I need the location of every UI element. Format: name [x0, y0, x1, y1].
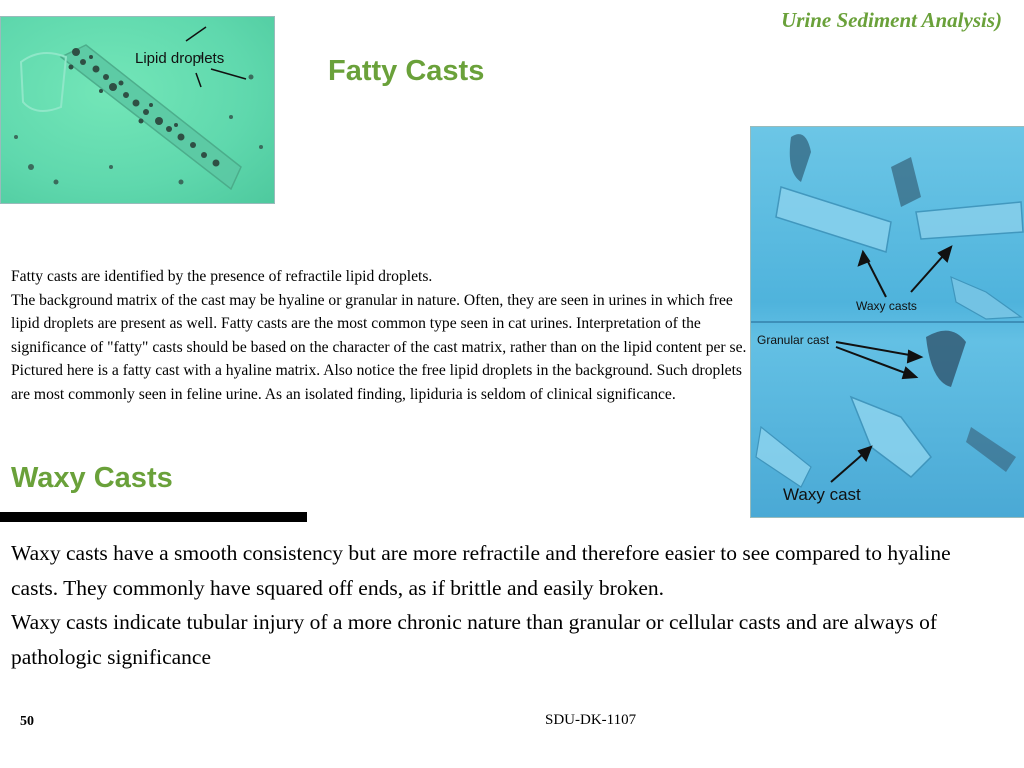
granular-cast-label: Granular cast: [757, 333, 830, 347]
waxy-casts-top-label: Waxy casts: [856, 299, 917, 313]
lipid-droplets-label: Lipid droplets: [135, 50, 225, 67]
lipid-droplets-image: [0, 16, 275, 204]
fatty-casts-heading: Fatty Casts: [328, 55, 485, 87]
header-title: Urine Sediment Analysis): [781, 8, 1002, 32]
fatty-paragraph: Fatty casts are identified by the presence of refractile lipid droplets.: [11, 268, 433, 285]
footer-code: SDU-DK-1107: [545, 712, 637, 728]
fatty-casts-description: [11, 265, 751, 407]
waxy-paragraph: Waxy casts indicate tubular injury of a more chronic nature than granular or cellular casts and are always of pathologic significance: [11, 610, 937, 669]
waxy-cast-bottom-label: Waxy cast: [783, 485, 861, 504]
section-divider-bar: [0, 512, 307, 522]
fatty-paragraph: Pictured here is a fatty cast with a hyaline matrix. Also notice the free lipid droplets in the background. Such droplets are most commonly seen in feline urine. As an isolated finding, lipiduria is seldom of clinical significance.: [11, 362, 742, 403]
waxy-paragraph: Waxy casts have a smooth consistency but are more refractile and therefore easier to see compared to hyaline casts. They commonly have squared off ends, as if brittle and easily broken.: [11, 541, 951, 600]
page-number: 50: [20, 714, 34, 729]
waxy-casts-description: [11, 536, 971, 674]
fatty-paragraph: The background matrix of the cast may be hyaline or granular in nature. Often, they are seen in urines in which free lipid droplets are present as well. Fatty casts are the most common type seen in cat urines. Interpretation of the significance of "fatty" casts should be based on the character of the cast matrix, rather than on the lipid content per se.: [11, 291, 747, 356]
waxy-casts-image: [750, 126, 1024, 518]
waxy-casts-heading: Waxy Casts: [11, 462, 173, 494]
